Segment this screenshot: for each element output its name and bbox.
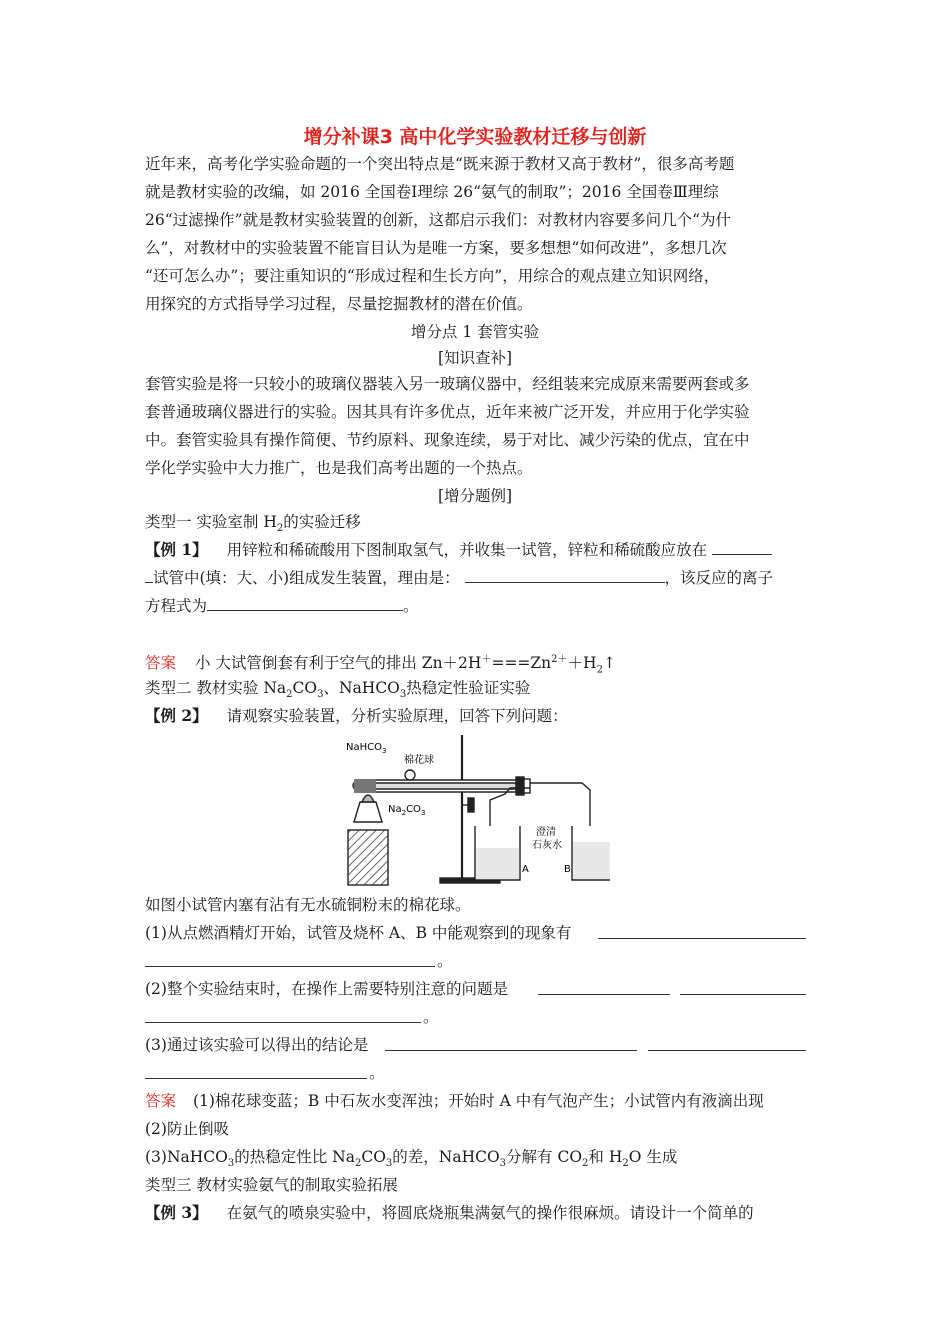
example1-label: 【例 1】: [145, 540, 208, 559]
q3-blank-1[interactable]: [385, 1050, 637, 1051]
question-3: (3)通过该实验可以得出的结论是: [145, 1036, 369, 1054]
label-limewater-2: 石灰水: [532, 840, 562, 851]
example1-line-3: 方程式为 。: [145, 597, 419, 615]
equation-blank[interactable]: [207, 596, 403, 611]
example3-label: 【例 3】: [145, 1203, 208, 1222]
example1-line-1: 【例 1】 用锌粒和稀硫酸用下图制取氢气，并收集一试管，锌粒和稀硫酸应放在: [145, 540, 772, 560]
answer-blank[interactable]: [712, 540, 772, 555]
answer2-line-1: 答案 (1)棉花球变蓝；B 中石灰水变浑浊；开始时 A 中有气泡产生；小试管内有液滴出现: [145, 1092, 764, 1110]
label-limewater-1: 澄清: [536, 827, 556, 838]
type2-heading: 类型二 教材实验 $Na_2CO_3$、NaHCO$_3$热稳定性验证实验: [145, 679, 531, 701]
example3-line: 【例 3】 在氨气的喷泉实验中，将圆底烧瓶集满氨气的操作很麻烦。请设计一个简单的: [145, 1203, 754, 1222]
label-nahco3: NaHCO$_3$: [346, 742, 387, 755]
knowledge-line-2: 套普通玻璃仪器进行的实验。因其具有许多优点，近年来被广泛开发，并应用于化学实验: [145, 403, 750, 421]
intro-line-5: “还可怎么办”；要注重知识的“形成过程和生长方向”，用综合的观点建立知识网络，: [145, 267, 720, 285]
answer2-line-3: (3)NaHCO$_3$的热稳定性比 $Na_2CO_3$的差，NaHCO$_3$分解有 $CO_2$和 $H_2O$ 生成: [145, 1148, 678, 1170]
apparatus-figure: [340, 730, 610, 890]
intro-line-3: 26“过滤操作”就是教材实验装置的创新，这都启示我们：对教材内容要多问几个“为什: [145, 211, 731, 229]
label-na2co3: $Na_2CO_3$: [388, 804, 426, 817]
question-1: (1)从点燃酒精灯开始，试管及烧杯 A、B 中能观察到的现象有: [145, 924, 572, 942]
label-beaker-b: B: [564, 864, 571, 875]
label-beaker-a: A: [522, 864, 529, 875]
knowledge-line-4: 学化学实验中大力推广，也是我们高考出题的一个热点。: [145, 459, 533, 477]
q2-end: 。: [423, 1008, 439, 1026]
q1-blank-1[interactable]: [598, 938, 806, 939]
page-title: 增分补课3 高中化学实验教材迁移与创新: [303, 126, 647, 148]
example1-line-2: 试管中(填：大、小)组成发生装置，理由是： ，该反应的离子: [145, 568, 773, 588]
example2-label: 【例 2】: [145, 706, 208, 725]
figure-note: 如图小试管内塞有沾有无水硫铜粉末的棉花球。: [145, 896, 471, 914]
answer2-label: 答案: [145, 1092, 177, 1110]
intro-line-6: 用探究的方式指导学习过程，尽量挖掘教材的潜在价值。: [145, 295, 533, 313]
intro-line-4: 么”，对教材中的实验装置不能盲目认为是唯一方案，要多想想“如何改进”，多想几次: [145, 239, 727, 257]
examples-heading: [增分题例]: [437, 487, 513, 505]
reason-blank[interactable]: [465, 568, 665, 583]
type3-heading: 类型三 教材实验氨气的制取实验拓展: [145, 1176, 398, 1194]
answer-blank-cont[interactable]: [145, 568, 153, 583]
knowledge-line-3: 中。套管实验具有操作简便、节约原料、现象连续，易于对比、减少污染的优点，宜在中: [145, 431, 750, 449]
knowledge-heading: [知识查补]: [437, 349, 513, 367]
q2-blank-3[interactable]: [145, 1022, 421, 1023]
intro-line-2: 就是教材实验的改编，如 2016 全国卷Ⅰ理综 26“氨气的制取”；2016 全国卷Ⅲ理综: [145, 183, 719, 201]
example2-line: 【例 2】 请观察实验装置，分析实验原理，回答下列问题：: [145, 706, 568, 725]
section-heading-point1: 增分点 1 套管实验: [410, 323, 540, 341]
knowledge-line-1: 套管实验是将一只较小的玻璃仪器装入另一玻璃仪器中，经组装来完成原来需要两套或多: [145, 375, 750, 393]
q2-blank-2[interactable]: [680, 994, 806, 995]
answer1-line: 答案 小 大试管倒套有利于空气的排出 $Zn+2H^+===Zn^{2+}+H_2↑$: [145, 654, 616, 676]
q1-blank-2[interactable]: [145, 966, 435, 967]
q3-blank-2[interactable]: [648, 1050, 806, 1051]
q3-blank-3[interactable]: [145, 1078, 367, 1079]
q3-end: 。: [369, 1064, 385, 1082]
label-cotton: 棉花球: [404, 755, 434, 766]
q2-blank-1[interactable]: [538, 994, 670, 995]
q1-end: 。: [437, 952, 453, 970]
answer2-line-2: (2)防止倒吸: [145, 1120, 229, 1138]
intro-line-1: 近年来，高考化学实验命题的一个突出特点是“既来源于教材又高于教材”，很多高考题: [145, 155, 735, 173]
type1-heading: 类型一 实验室制 $H_2$的实验迁移: [145, 513, 361, 535]
answer1-label: 答案: [145, 654, 177, 673]
question-2: (2)整个实验结束时，在操作上需要特别注意的问题是: [145, 980, 508, 998]
